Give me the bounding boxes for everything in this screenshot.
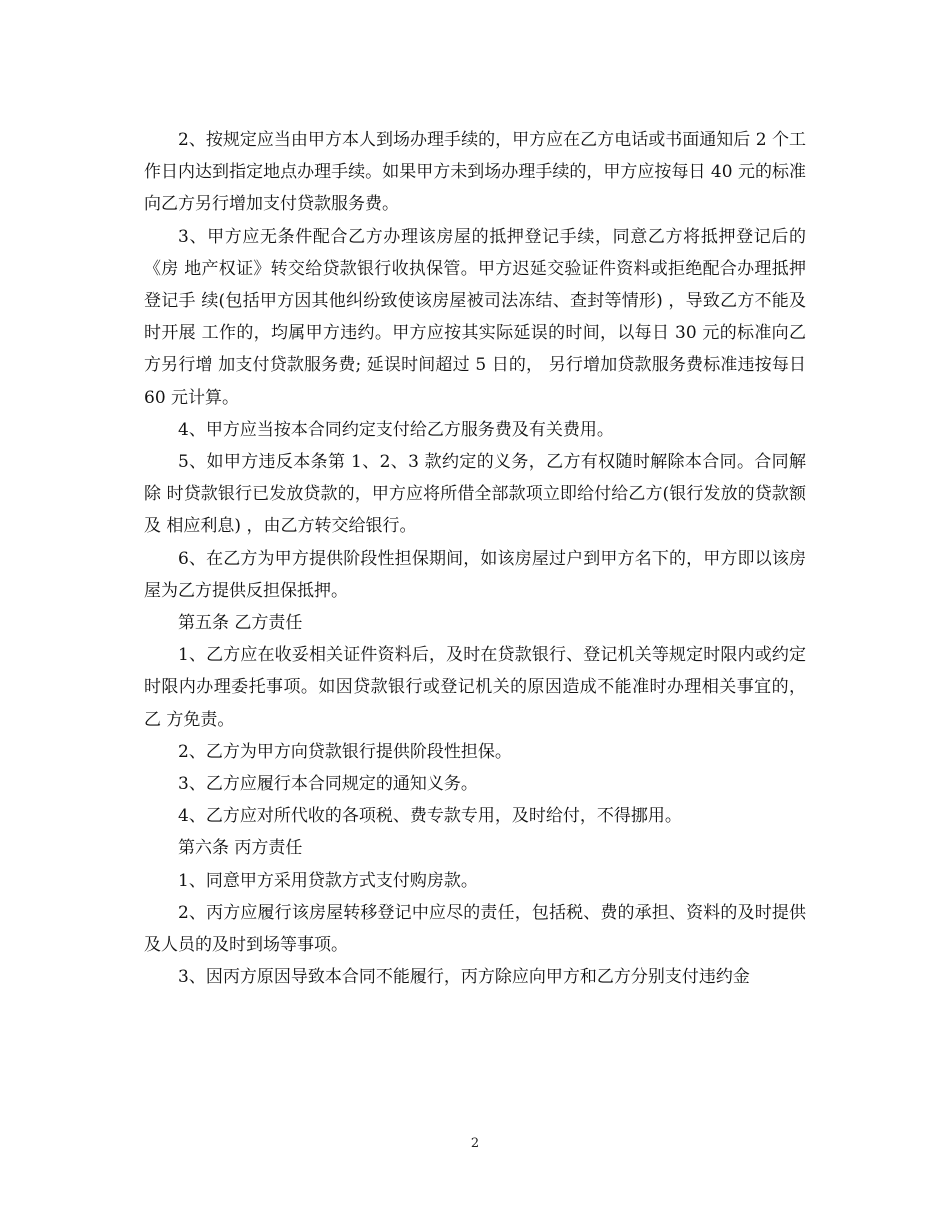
clause-paragraph: 3、甲方应无条件配合乙方办理该房屋的抵押登记手续，同意乙方将抵押登记后的《房 地产权证》转交给贷款银行收执保管。甲方迟延交验证件资料或拒绝配合办理抵押登记手 续(包括甲方因其他纠纷致使该房屋被司法冻结、查封等情形) ，导致乙方不能及时开展 工作的，均属甲方违约。甲方应按其实际延误的时间，以每日 30 元的标准向乙方另行增 加支付贷款服务费; 延误时间超过 5 日的， 另行增加贷款服务费标准违按每日 60 元计算。: [144, 226, 806, 408]
article-heading: 第五条 乙方责任: [178, 613, 303, 634]
clause-paragraph: 5、如甲方违反本条第 1、2、3 款约定的义务，乙方有权随时解除本合同。合同解除 时贷款银行已发放贷款的，甲方应将所借全部款项立即给付给乙方(银行发放的贷款额及 相应利息) ，由乙方转交给银行。: [144, 452, 806, 537]
clause-paragraph: 1、乙方应在收妥相关证件资料后，及时在贷款银行、登记机关等规定时限内或约定 时限内办理委托事项。如因贷款银行或登记机关的原因造成不能准时办理相关事宜的，乙 方免责。: [144, 645, 806, 730]
clause-paragraph: 4、乙方应对所代收的各项税、费专款专用，及时给付，不得挪用。: [178, 806, 682, 827]
document-body: [144, 124, 806, 993]
article-heading: 第六条 丙方责任: [178, 838, 303, 859]
clause-paragraph: 2、丙方应履行该房屋转移登记中应尽的责任，包括税、费的承担、资料的及时提供 及人员的及时到场等事项。: [144, 902, 806, 956]
clause-paragraph: 6、在乙方为甲方提供阶段性担保期间，如该房屋过户到甲方名下的，甲方即以该房 屋为乙方提供反担保抵押。: [144, 548, 806, 601]
clause-paragraph: 4、甲方应当按本合同约定支付给乙方服务费及有关费用。: [178, 419, 614, 440]
clause-paragraph: 1、同意甲方采用贷款方式支付购房款。: [178, 870, 478, 891]
clause-paragraph: 3、乙方应履行本合同规定的通知义务。: [178, 774, 478, 795]
clause-paragraph: 2、按规定应当由甲方本人到场办理手续的，甲方应在乙方电话或书面通知后 2 个工 作日内达到指定地点办理手续。如果甲方未到场办理手续的，甲方应按每日 40 元的标准 向乙方另行增加支付贷款服务费。: [144, 130, 806, 215]
clause-paragraph: 2、乙方为甲方向贷款银行提供阶段性担保。: [178, 741, 512, 762]
page-number: 2: [470, 1136, 480, 1151]
clause-paragraph: 3、因丙方原因导致本合同不能履行，丙方除应向甲方和乙方分别支付违约金: [178, 967, 750, 988]
